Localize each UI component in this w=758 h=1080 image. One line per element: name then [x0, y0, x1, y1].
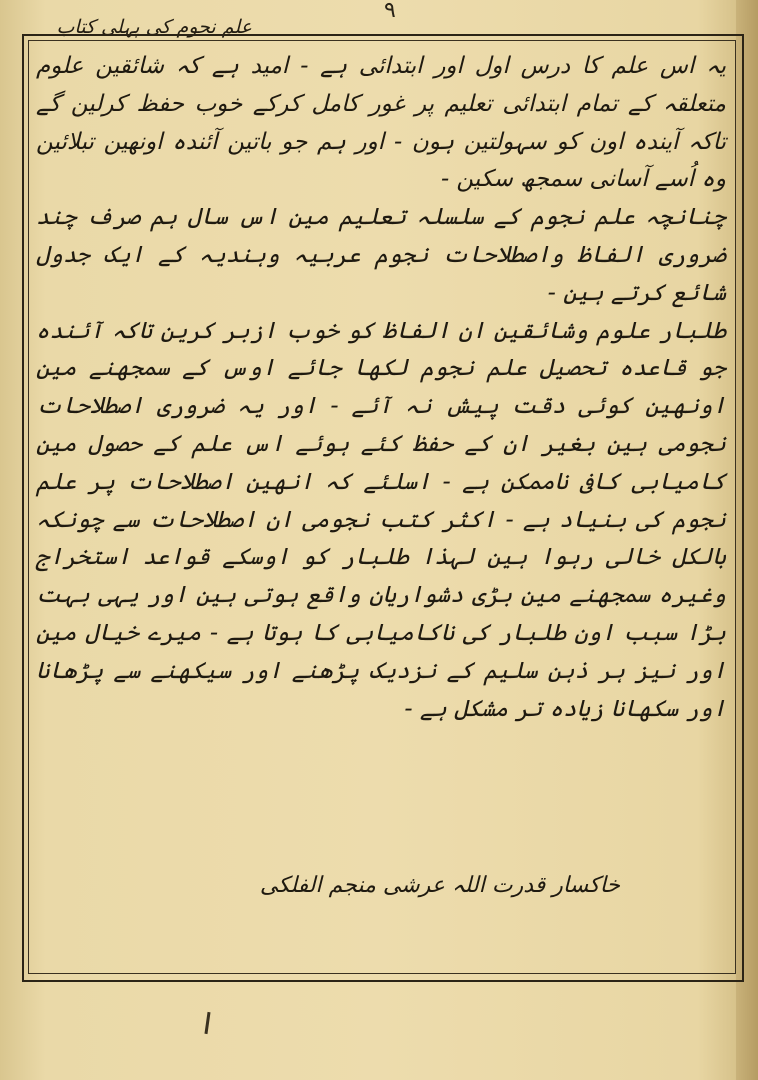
- paragraph-intro: یہ اس علم کا درس اول اور ابتدائی ہے - امید ہے کہ شائقین علوم متعلقہ کے تمام ابتدائی تعلیم پر غور کامل کرکے خوب حفظ کرلین گے تاکہ آیندہ اون کو سہولتین ہون - اور ہم جو باتین آئندہ اونھین تبلائین وہ اُسے آسانی سمجھ سکین -: [36, 53, 726, 193]
- author-signature: خاکسار قدرت اللہ عرشی منجم الفلکی: [259, 873, 620, 898]
- paragraph-terminology: طلبار علوم وشائقین ان الفاظ کو خوب ازبر کرین تاکہ آئندہ جو قاعدہ تحصیل علم نجوم لکھا جائے اوس کے سمجھنے مین اونھین کوئی دقت پیش نہ آئے - اور یہ ضروری اصطلاحات نجومی ہین بغیر ان کے حفظ کئے ہوئے اس علم کے حصول مین کامیابی کافی ناممکن ہے - اسلئے کہ انھین اصطلاحات پر علم نجوم کی بنیاد ہے - اکثر کتب نجومی ان اصطلاحات سے چونکہ بالکل خالی رہوا ہین لہذا طلبار کو اوسکے قواعد استخراج وغیرہ سمجھنے مین بڑی دشواریان واقع ہوتی ہین اور یہی بہت بڑا سبب اون طلبار کی ناکامیابی کا ہوتا ہے - میرے خیال مین اور نیز ہر ذہن سلیم کے نزدیک پڑھنے اور سیکھنے سے پڑھانا اور سکھانا زیادہ تر مشکل ہے -: [36, 317, 726, 722]
- running-head: علم نجوم کی پہلی کتاب: [56, 16, 252, 38]
- page-number: ۹: [384, 0, 396, 23]
- paragraph-syllabus: چنانچہ علم نجوم کے سلسلہ تعلیم مین اس سال ہم صرف چند ضروری الفاظ واصطلاحات نجوم عربیہ وہندیہ کے ایک جدول شائع کرتے ہین -: [36, 204, 726, 306]
- body-text: [36, 48, 726, 728]
